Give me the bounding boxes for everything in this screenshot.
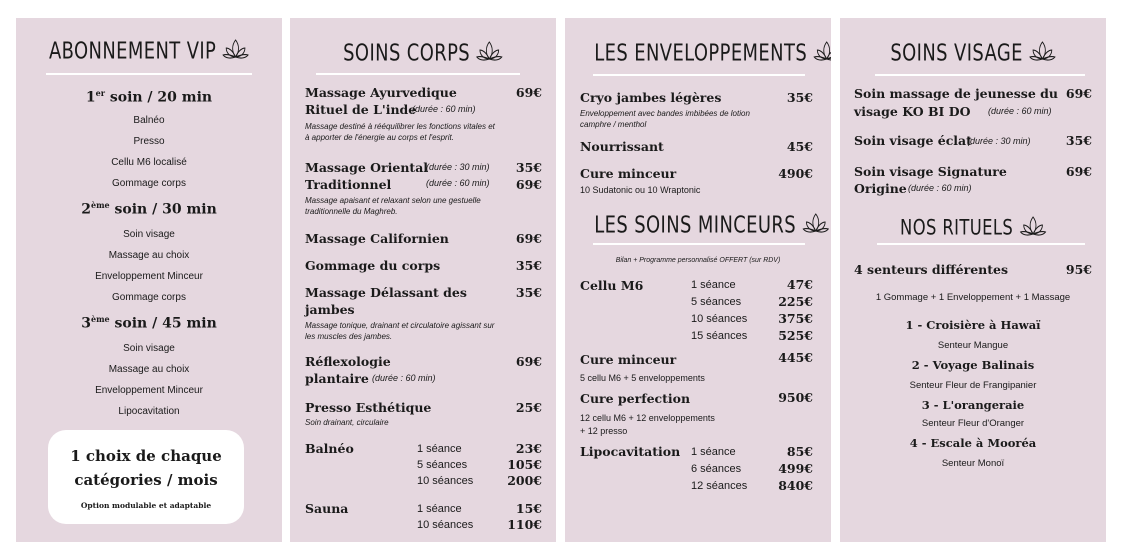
session-count: 1 séance xyxy=(691,446,736,458)
service-price: 490€ xyxy=(778,166,813,181)
service-description: Massage apaisant et relaxant selon une gestuelle traditionnelle du Maghreb. xyxy=(305,196,481,216)
vip-title: ABONNEMENT VIP xyxy=(45,38,252,66)
service-name: Balnéo xyxy=(305,441,354,456)
session-price: 375€ xyxy=(778,311,813,326)
session-count: 10 séances xyxy=(417,475,474,487)
list-item: Massage au choix xyxy=(108,250,190,261)
service-name: Nourrissant xyxy=(580,139,664,154)
service-name: Soin visage Signature xyxy=(854,164,1007,179)
session-count: 1 séance xyxy=(417,503,462,515)
service-description: Massage destiné à rééquilibrer les fonctions vitales et à apporter de l'énergie au corps et l'esprit. xyxy=(305,122,495,142)
session-count: 6 séances xyxy=(691,463,742,475)
vip-panel xyxy=(16,18,282,542)
session-price: 200€ xyxy=(507,473,542,488)
title-divider xyxy=(593,74,805,76)
vip-tier-2: 2ème soin / 30 min xyxy=(81,200,217,218)
service-name: Massage Oriental xyxy=(305,160,429,175)
service-name: Rituel de L'inde xyxy=(305,102,417,117)
service-price: 69€ xyxy=(515,85,542,100)
service-name: Traditionnel xyxy=(305,177,392,192)
service-name: Cure minceur xyxy=(580,166,677,181)
service-name: Origine xyxy=(854,181,907,196)
session-price: 840€ xyxy=(778,478,813,493)
session-count: 5 séances xyxy=(417,459,468,471)
service-name: visage KO BI DO xyxy=(854,104,971,119)
title-divider xyxy=(593,243,805,245)
vip-tier-3: 3ème soin / 45 min xyxy=(81,314,217,332)
list-item: Enveloppement Minceur xyxy=(95,271,203,282)
enveloppements-title: LES ENVELOPPEMENTS xyxy=(594,40,801,68)
service-price: 445€ xyxy=(778,350,813,365)
service-name: Cure minceur xyxy=(580,352,677,367)
vip-tier-1: 1er soin / 20 min xyxy=(85,88,213,106)
ritual-composition: 1 Gommage + 1 Enveloppement + 1 Massage xyxy=(875,292,1071,303)
service-price: 35€ xyxy=(786,90,813,105)
service-description: Soin drainant, circulaire xyxy=(305,418,389,427)
service-duration: (durée : 60 min) xyxy=(426,178,490,188)
service-price: 69€ xyxy=(515,177,542,192)
session-price: 15€ xyxy=(515,501,542,516)
list-item: Presso xyxy=(133,136,165,147)
service-price: 95€ xyxy=(1065,262,1092,277)
ritual-name: 3 - L'orangeraie xyxy=(921,398,1025,412)
lotus-icon xyxy=(1019,215,1046,242)
service-name: Lipocavitation xyxy=(580,444,681,459)
session-price: 47€ xyxy=(786,277,813,292)
lotus-icon xyxy=(476,40,503,68)
service-price: 35€ xyxy=(1065,133,1092,148)
service-price: 35€ xyxy=(515,160,542,175)
lotus-icon xyxy=(802,212,829,240)
session-price: 525€ xyxy=(778,328,813,343)
list-item: Lipocavitation xyxy=(118,406,180,417)
list-item: Gommage corps xyxy=(112,178,186,189)
service-duration: (durée : 60 min) xyxy=(908,183,972,193)
session-price: 23€ xyxy=(515,441,542,456)
service-duration: (durée : 60 min) xyxy=(412,104,476,114)
ritual-name: 4 - Escale à Mooréa xyxy=(909,436,1037,450)
title-divider xyxy=(46,73,252,75)
service-price: 69€ xyxy=(1065,164,1092,179)
session-count: 1 séance xyxy=(417,443,462,455)
soins-minceurs-title: LES SOINS MINCEURS xyxy=(594,212,801,240)
bilan-note: Bilan + Programme personnalisé OFFERT (sur RDV) xyxy=(615,257,781,264)
service-price: 950€ xyxy=(778,390,813,405)
list-item: Massage au choix xyxy=(108,364,190,375)
service-price: 25€ xyxy=(515,400,542,415)
service-price: 69€ xyxy=(1065,86,1092,101)
service-duration: (durée : 60 min) xyxy=(988,106,1052,116)
list-item: Cellu M6 localisé xyxy=(111,157,187,168)
list-item: Balnéo xyxy=(133,115,165,126)
service-description: Enveloppement avec bandes imbibées de lotion camphre / menthol xyxy=(580,109,750,129)
service-name: plantaire xyxy=(305,371,369,386)
offer-line-2: catégories / mois xyxy=(74,471,218,489)
service-description: 5 cellu M6 + 5 enveloppements xyxy=(580,373,705,383)
service-duration: (durée : 30 min) xyxy=(967,136,1031,146)
enveloppements-panel xyxy=(565,18,831,542)
session-price: 499€ xyxy=(778,461,813,476)
service-price: 45€ xyxy=(786,139,813,154)
service-name: Soin massage de jeunesse du xyxy=(854,86,1058,101)
session-count: 1 séance xyxy=(691,279,736,291)
service-name: Sauna xyxy=(305,501,349,516)
offer-note: Option modulable et adaptable xyxy=(80,501,212,510)
service-price: 69€ xyxy=(515,354,542,369)
ritual-scent: Senteur Monoï xyxy=(941,458,1005,469)
session-count: 10 séances xyxy=(691,313,748,325)
service-name: Cryo jambes légères xyxy=(580,90,722,105)
lotus-icon xyxy=(813,40,831,68)
service-price: 35€ xyxy=(515,285,542,300)
service-price: 35€ xyxy=(515,258,542,273)
service-description: Massage tonique, drainant et circulatoire agissant sur les muscles des jambes. xyxy=(305,321,495,341)
list-item: Enveloppement Minceur xyxy=(95,385,203,396)
service-name: Massage Californien xyxy=(305,231,449,246)
soins-visage-title: SOINS VISAGE xyxy=(869,40,1076,68)
service-name: Soin visage éclat xyxy=(854,133,972,148)
list-item: Soin visage xyxy=(123,343,175,354)
lotus-icon xyxy=(1029,40,1056,68)
ritual-scent: Senteur Fleur de Frangipanier xyxy=(909,380,1037,391)
ritual-scent: Senteur Mangue xyxy=(937,340,1009,351)
ritual-name: 1 - Croisière à Hawaï xyxy=(905,318,1041,332)
soins-corps-panel xyxy=(290,18,556,542)
session-price: 105€ xyxy=(507,457,542,472)
list-item: Gommage corps xyxy=(112,292,186,303)
session-price: 85€ xyxy=(786,444,813,459)
lotus-icon xyxy=(223,38,250,66)
session-count: 12 séances xyxy=(691,480,748,492)
title-divider xyxy=(875,74,1085,76)
session-price: 225€ xyxy=(778,294,813,309)
service-name: Massage Délassant des xyxy=(305,285,467,300)
soins-corps-title: SOINS CORPS xyxy=(319,40,526,68)
service-name: Réflexologie xyxy=(305,354,391,369)
service-price: 69€ xyxy=(515,231,542,246)
service-name: Massage Ayurvedique xyxy=(305,85,457,100)
service-description: 10 Sudatonic ou 10 Wraptonic xyxy=(580,185,701,195)
service-name: 4 senteurs différentes xyxy=(854,262,1009,277)
service-description: 12 cellu M6 + 12 enveloppements + 12 presso xyxy=(580,413,715,436)
offer-line-1: 1 choix de chaque xyxy=(70,447,222,465)
ritual-scent: Senteur Fleur d'Oranger xyxy=(921,418,1025,429)
service-name: jambes xyxy=(305,302,355,317)
service-duration: (durée : 60 min) xyxy=(372,373,436,383)
title-divider xyxy=(316,73,520,75)
service-name: Cure perfection xyxy=(580,391,691,406)
service-name: Cellu M6 xyxy=(580,278,644,293)
session-count: 5 séances xyxy=(691,296,742,308)
session-price: 110€ xyxy=(507,517,542,532)
service-name: Presso Esthétique xyxy=(305,400,432,415)
title-divider xyxy=(877,243,1085,245)
session-count: 10 séances xyxy=(417,519,474,531)
ritual-name: 2 - Voyage Balinais xyxy=(911,358,1035,372)
vip-offer-box xyxy=(48,430,244,524)
nos-rituels-title: NOS RITUELS xyxy=(869,215,1076,242)
service-name: Gommage du corps xyxy=(305,258,441,273)
session-count: 15 séances xyxy=(691,330,748,342)
soins-visage-panel xyxy=(840,18,1106,542)
service-duration: (durée : 30 min) xyxy=(426,162,490,172)
list-item: Soin visage xyxy=(123,229,175,240)
